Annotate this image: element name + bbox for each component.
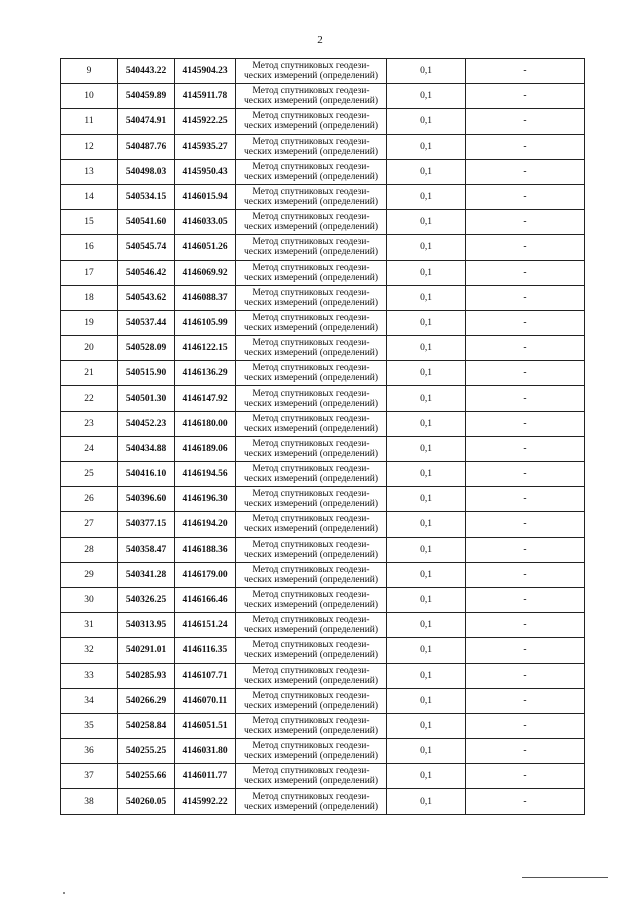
- method-line-2: ческих измерений (определений): [243, 146, 379, 157]
- y-coordinate-cell: 4146107.71: [175, 663, 236, 688]
- table-row: [61, 462, 585, 487]
- extra-mark-cell: -: [466, 84, 585, 109]
- point-number-cell: 21: [61, 361, 118, 386]
- accuracy-cell: 0,1: [387, 587, 466, 612]
- method-cell: [236, 109, 387, 134]
- y-coordinate-cell: 4146189.06: [175, 436, 236, 461]
- extra-mark-cell: -: [466, 184, 585, 209]
- table-row: [61, 336, 585, 361]
- method-line-2: ческих измерений (определений): [243, 574, 379, 585]
- method-line-2: ческих измерений (определений): [243, 322, 379, 333]
- y-coordinate-cell: 4146147.92: [175, 386, 236, 411]
- extra-mark-cell: -: [466, 210, 585, 235]
- table-row: [61, 59, 585, 84]
- extra-mark-cell: -: [466, 587, 585, 612]
- x-coordinate-cell: 540285.93: [118, 663, 175, 688]
- method-cell: [236, 764, 387, 789]
- method-line-2: ческих измерений (определений): [243, 71, 379, 82]
- accuracy-cell: 0,1: [387, 537, 466, 562]
- method-line-1: Метод спутниковых геодези-: [252, 86, 370, 97]
- table-row: [61, 764, 585, 789]
- point-number-cell: 9: [61, 59, 118, 84]
- method-line-1: Метод спутниковых геодези-: [252, 539, 370, 550]
- table-row: [61, 235, 585, 260]
- method-line-2: ческих измерений (определений): [243, 625, 379, 636]
- point-number-cell: 19: [61, 310, 118, 335]
- table-row: [61, 436, 585, 461]
- table-body: [61, 59, 585, 815]
- x-coordinate-cell: 540416.10: [118, 462, 175, 487]
- table-row: [61, 310, 585, 335]
- table-row: [61, 260, 585, 285]
- accuracy-cell: 0,1: [387, 386, 466, 411]
- method-line-2: ческих измерений (определений): [243, 171, 379, 182]
- method-line-2: ческих измерений (определений): [243, 549, 379, 560]
- extra-mark-cell: -: [466, 109, 585, 134]
- method-cell: [236, 537, 387, 562]
- method-line-2: ческих измерений (определений): [243, 121, 379, 132]
- extra-mark-cell: -: [466, 285, 585, 310]
- point-number-cell: 20: [61, 336, 118, 361]
- x-coordinate-cell: 540313.95: [118, 613, 175, 638]
- accuracy-cell: 0,1: [387, 260, 466, 285]
- table-row: [61, 789, 585, 814]
- point-number-cell: 22: [61, 386, 118, 411]
- table-row: [61, 537, 585, 562]
- point-number-cell: 27: [61, 512, 118, 537]
- method-line-1: Метод спутниковых геодези-: [252, 287, 370, 298]
- method-line-1: Метод спутниковых геодези-: [252, 464, 370, 475]
- method-cell: [236, 613, 387, 638]
- method-line-1: Метод спутниковых геодези-: [252, 363, 370, 374]
- accuracy-cell: 0,1: [387, 285, 466, 310]
- y-coordinate-cell: 4146166.46: [175, 587, 236, 612]
- table-row: [61, 638, 585, 663]
- extra-mark-cell: -: [466, 436, 585, 461]
- x-coordinate-cell: 540543.62: [118, 285, 175, 310]
- accuracy-cell: 0,1: [387, 235, 466, 260]
- extra-mark-cell: -: [466, 411, 585, 436]
- y-coordinate-cell: 4146033.05: [175, 210, 236, 235]
- y-coordinate-cell: 4146136.29: [175, 361, 236, 386]
- y-coordinate-cell: 4146194.20: [175, 512, 236, 537]
- extra-mark-cell: -: [466, 386, 585, 411]
- page-number: 2: [317, 34, 323, 46]
- y-coordinate-cell: 4146151.24: [175, 613, 236, 638]
- y-coordinate-cell: 4146070.11: [175, 688, 236, 713]
- table-row: [61, 613, 585, 638]
- accuracy-cell: 0,1: [387, 562, 466, 587]
- method-line-2: ческих измерений (определений): [243, 348, 379, 359]
- point-number-cell: 29: [61, 562, 118, 587]
- extra-mark-cell: -: [466, 638, 585, 663]
- x-coordinate-cell: 540266.29: [118, 688, 175, 713]
- y-coordinate-cell: 4146105.99: [175, 310, 236, 335]
- method-cell: [236, 512, 387, 537]
- y-coordinate-cell: 4146011.77: [175, 764, 236, 789]
- point-number-cell: 25: [61, 462, 118, 487]
- point-number-cell: 12: [61, 134, 118, 159]
- y-coordinate-cell: 4145922.25: [175, 109, 236, 134]
- extra-mark-cell: -: [466, 713, 585, 738]
- table-row: [61, 386, 585, 411]
- x-coordinate-cell: 540255.25: [118, 739, 175, 764]
- method-line-2: ческих измерений (определений): [243, 751, 379, 762]
- accuracy-cell: 0,1: [387, 411, 466, 436]
- table-row: [61, 663, 585, 688]
- y-coordinate-cell: 4145911.78: [175, 84, 236, 109]
- method-line-1: Метод спутниковых геодези-: [252, 741, 370, 752]
- table-row: [61, 739, 585, 764]
- point-number-cell: 31: [61, 613, 118, 638]
- x-coordinate-cell: 540291.01: [118, 638, 175, 663]
- extra-mark-cell: -: [466, 159, 585, 184]
- method-cell: [236, 59, 387, 84]
- y-coordinate-cell: 4145935.27: [175, 134, 236, 159]
- x-coordinate-cell: 540452.23: [118, 411, 175, 436]
- y-coordinate-cell: 4146051.26: [175, 235, 236, 260]
- method-line-1: Метод спутниковых геодези-: [252, 262, 370, 273]
- point-number-cell: 24: [61, 436, 118, 461]
- x-coordinate-cell: 540474.91: [118, 109, 175, 134]
- method-line-2: ческих измерений (определений): [243, 776, 379, 787]
- accuracy-cell: 0,1: [387, 210, 466, 235]
- y-coordinate-cell: 4146051.51: [175, 713, 236, 738]
- x-coordinate-cell: 540358.47: [118, 537, 175, 562]
- table-row: [61, 109, 585, 134]
- accuracy-cell: 0,1: [387, 764, 466, 789]
- method-line-1: Метод спутниковых геодези-: [252, 590, 370, 601]
- method-cell: [236, 462, 387, 487]
- method-line-1: Метод спутниковых геодези-: [252, 161, 370, 172]
- accuracy-cell: 0,1: [387, 512, 466, 537]
- table-row: [61, 562, 585, 587]
- x-coordinate-cell: 540443.22: [118, 59, 175, 84]
- method-line-1: Метод спутниковых геодези-: [252, 615, 370, 626]
- accuracy-cell: 0,1: [387, 789, 466, 814]
- extra-mark-cell: -: [466, 336, 585, 361]
- x-coordinate-cell: 540459.89: [118, 84, 175, 109]
- y-coordinate-cell: 4145904.23: [175, 59, 236, 84]
- extra-mark-cell: -: [466, 487, 585, 512]
- method-cell: [236, 436, 387, 461]
- method-cell: [236, 688, 387, 713]
- method-line-2: ческих измерений (определений): [243, 600, 379, 611]
- method-cell: [236, 260, 387, 285]
- method-line-2: ческих измерений (определений): [243, 524, 379, 535]
- extra-mark-cell: -: [466, 663, 585, 688]
- x-coordinate-cell: 540260.05: [118, 789, 175, 814]
- accuracy-cell: 0,1: [387, 84, 466, 109]
- table-row: [61, 587, 585, 612]
- accuracy-cell: 0,1: [387, 361, 466, 386]
- x-coordinate-cell: 540326.25: [118, 587, 175, 612]
- extra-mark-cell: -: [466, 260, 585, 285]
- y-coordinate-cell: 4146180.00: [175, 411, 236, 436]
- point-number-cell: 17: [61, 260, 118, 285]
- method-cell: [236, 713, 387, 738]
- extra-mark-cell: -: [466, 688, 585, 713]
- method-cell: [236, 638, 387, 663]
- y-coordinate-cell: 4146031.80: [175, 739, 236, 764]
- table-row: [61, 184, 585, 209]
- y-coordinate-cell: 4146116.35: [175, 638, 236, 663]
- method-line-1: Метод спутниковых геодези-: [252, 514, 370, 525]
- method-line-2: ческих измерений (определений): [243, 96, 379, 107]
- coordinates-table: [60, 58, 585, 815]
- x-coordinate-cell: 540498.03: [118, 159, 175, 184]
- method-line-2: ческих измерений (определений): [243, 197, 379, 208]
- point-number-cell: 10: [61, 84, 118, 109]
- method-cell: [236, 587, 387, 612]
- point-number-cell: 26: [61, 487, 118, 512]
- method-line-1: Метод спутниковых геодези-: [252, 237, 370, 248]
- scan-speck: [63, 892, 65, 894]
- method-cell: [236, 386, 387, 411]
- method-cell: [236, 789, 387, 814]
- method-line-1: Метод спутниковых геодези-: [252, 489, 370, 500]
- method-cell: [236, 739, 387, 764]
- table-row: [61, 361, 585, 386]
- method-line-2: ческих измерений (определений): [243, 675, 379, 686]
- accuracy-cell: 0,1: [387, 688, 466, 713]
- method-cell: [236, 134, 387, 159]
- table-row: [61, 688, 585, 713]
- point-number-cell: 33: [61, 663, 118, 688]
- x-coordinate-cell: 540501.30: [118, 386, 175, 411]
- y-coordinate-cell: 4146069.92: [175, 260, 236, 285]
- x-coordinate-cell: 540541.60: [118, 210, 175, 235]
- point-number-cell: 23: [61, 411, 118, 436]
- method-cell: [236, 562, 387, 587]
- method-line-1: Метод спутниковых геодези-: [252, 212, 370, 223]
- x-coordinate-cell: 540255.66: [118, 764, 175, 789]
- x-coordinate-cell: 540545.74: [118, 235, 175, 260]
- accuracy-cell: 0,1: [387, 134, 466, 159]
- point-number-cell: 14: [61, 184, 118, 209]
- x-coordinate-cell: 540377.15: [118, 512, 175, 537]
- accuracy-cell: 0,1: [387, 159, 466, 184]
- point-number-cell: 13: [61, 159, 118, 184]
- point-number-cell: 30: [61, 587, 118, 612]
- x-coordinate-cell: 540534.15: [118, 184, 175, 209]
- method-line-2: ческих измерений (определений): [243, 474, 379, 485]
- extra-mark-cell: -: [466, 134, 585, 159]
- y-coordinate-cell: 4146179.00: [175, 562, 236, 587]
- point-number-cell: 38: [61, 789, 118, 814]
- method-line-2: ческих измерений (определений): [243, 373, 379, 384]
- method-line-1: Метод спутниковых геодези-: [252, 690, 370, 701]
- y-coordinate-cell: 4146196.30: [175, 487, 236, 512]
- method-line-1: Метод спутниковых геодези-: [252, 388, 370, 399]
- accuracy-cell: 0,1: [387, 184, 466, 209]
- method-line-2: ческих измерений (определений): [243, 222, 379, 233]
- point-number-cell: 11: [61, 109, 118, 134]
- accuracy-cell: 0,1: [387, 336, 466, 361]
- method-cell: [236, 210, 387, 235]
- method-line-2: ческих измерений (определений): [243, 272, 379, 283]
- extra-mark-cell: -: [466, 562, 585, 587]
- method-cell: [236, 184, 387, 209]
- extra-mark-cell: -: [466, 764, 585, 789]
- method-cell: [236, 285, 387, 310]
- x-coordinate-cell: 540537.44: [118, 310, 175, 335]
- method-line-1: Метод спутниковых геодези-: [252, 791, 370, 802]
- y-coordinate-cell: 4146194.56: [175, 462, 236, 487]
- table-row: [61, 411, 585, 436]
- accuracy-cell: 0,1: [387, 663, 466, 688]
- table-row: [61, 134, 585, 159]
- method-line-1: Метод спутниковых геодези-: [252, 665, 370, 676]
- method-line-1: Метод спутниковых геодези-: [252, 187, 370, 198]
- y-coordinate-cell: 4146015.94: [175, 184, 236, 209]
- method-line-2: ческих измерений (определений): [243, 700, 379, 711]
- table-row: [61, 285, 585, 310]
- point-number-cell: 35: [61, 713, 118, 738]
- extra-mark-cell: -: [466, 59, 585, 84]
- extra-mark-cell: -: [466, 537, 585, 562]
- method-line-2: ческих измерений (определений): [243, 448, 379, 459]
- method-cell: [236, 487, 387, 512]
- extra-mark-cell: -: [466, 739, 585, 764]
- x-coordinate-cell: 540258.84: [118, 713, 175, 738]
- accuracy-cell: 0,1: [387, 713, 466, 738]
- point-number-cell: 18: [61, 285, 118, 310]
- accuracy-cell: 0,1: [387, 109, 466, 134]
- point-number-cell: 36: [61, 739, 118, 764]
- y-coordinate-cell: 4145992.22: [175, 789, 236, 814]
- extra-mark-cell: -: [466, 361, 585, 386]
- x-coordinate-cell: 540396.60: [118, 487, 175, 512]
- extra-mark-cell: -: [466, 613, 585, 638]
- method-line-2: ческих измерений (определений): [243, 650, 379, 661]
- method-cell: [236, 235, 387, 260]
- method-cell: [236, 84, 387, 109]
- method-line-1: Метод спутниковых геодези-: [252, 136, 370, 147]
- accuracy-cell: 0,1: [387, 436, 466, 461]
- method-cell: [236, 159, 387, 184]
- accuracy-cell: 0,1: [387, 638, 466, 663]
- x-coordinate-cell: 540487.76: [118, 134, 175, 159]
- method-cell: [236, 663, 387, 688]
- table-row: [61, 512, 585, 537]
- method-line-2: ческих измерений (определений): [243, 297, 379, 308]
- accuracy-cell: 0,1: [387, 613, 466, 638]
- table-row: [61, 210, 585, 235]
- y-coordinate-cell: 4146088.37: [175, 285, 236, 310]
- method-line-2: ческих измерений (определений): [243, 499, 379, 510]
- x-coordinate-cell: 540515.90: [118, 361, 175, 386]
- x-coordinate-cell: 540434.88: [118, 436, 175, 461]
- extra-mark-cell: -: [466, 235, 585, 260]
- method-cell: [236, 310, 387, 335]
- method-cell: [236, 361, 387, 386]
- accuracy-cell: 0,1: [387, 462, 466, 487]
- extra-mark-cell: -: [466, 789, 585, 814]
- point-number-cell: 37: [61, 764, 118, 789]
- method-line-1: Метод спутниковых геодези-: [252, 338, 370, 349]
- table-row: [61, 487, 585, 512]
- x-coordinate-cell: 540528.09: [118, 336, 175, 361]
- table-row: [61, 84, 585, 109]
- method-line-1: Метод спутниковых геодези-: [252, 413, 370, 424]
- method-line-2: ческих измерений (определений): [243, 398, 379, 409]
- method-line-2: ческих измерений (определений): [243, 725, 379, 736]
- method-line-1: Метод спутниковых геодези-: [252, 111, 370, 122]
- x-coordinate-cell: 540341.28: [118, 562, 175, 587]
- footer-rule: [522, 877, 608, 878]
- x-coordinate-cell: 540546.42: [118, 260, 175, 285]
- method-line-2: ческих измерений (определений): [243, 247, 379, 258]
- method-line-2: ческих измерений (определений): [243, 801, 379, 812]
- method-line-1: Метод спутниковых геодези-: [252, 438, 370, 449]
- method-line-1: Метод спутниковых геодези-: [252, 564, 370, 575]
- method-line-2: ческих измерений (определений): [243, 423, 379, 434]
- table-row: [61, 159, 585, 184]
- y-coordinate-cell: 4146122.15: [175, 336, 236, 361]
- method-line-1: Метод спутниковых геодези-: [252, 61, 370, 72]
- point-number-cell: 16: [61, 235, 118, 260]
- point-number-cell: 34: [61, 688, 118, 713]
- extra-mark-cell: -: [466, 512, 585, 537]
- point-number-cell: 15: [61, 210, 118, 235]
- point-number-cell: 28: [61, 537, 118, 562]
- accuracy-cell: 0,1: [387, 310, 466, 335]
- extra-mark-cell: -: [466, 462, 585, 487]
- accuracy-cell: 0,1: [387, 487, 466, 512]
- table-row: [61, 713, 585, 738]
- extra-mark-cell: -: [466, 310, 585, 335]
- method-line-1: Метод спутниковых геодези-: [252, 715, 370, 726]
- accuracy-cell: 0,1: [387, 739, 466, 764]
- method-line-1: Метод спутниковых геодези-: [252, 312, 370, 323]
- accuracy-cell: 0,1: [387, 59, 466, 84]
- method-cell: [236, 336, 387, 361]
- point-number-cell: 32: [61, 638, 118, 663]
- method-cell: [236, 411, 387, 436]
- y-coordinate-cell: 4146188.36: [175, 537, 236, 562]
- y-coordinate-cell: 4145950.43: [175, 159, 236, 184]
- method-line-1: Метод спутниковых геодези-: [252, 640, 370, 651]
- method-line-1: Метод спутниковых геодези-: [252, 766, 370, 777]
